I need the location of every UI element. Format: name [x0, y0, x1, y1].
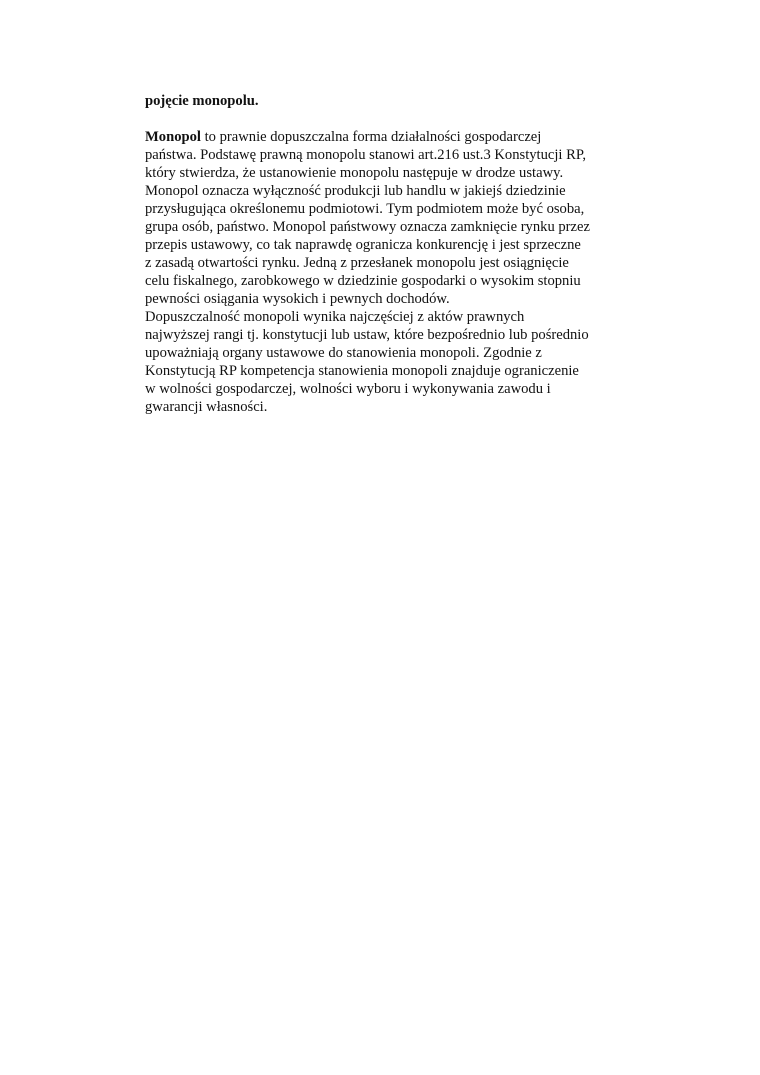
text-line: celu fiskalnego, zarobkowego w dziedzinie gospodarki o wysokim stopniu — [145, 273, 581, 289]
text-line: w wolności gospodarczej, wolności wyboru i wykonywania zawodu i — [145, 381, 551, 397]
text-line: gwarancji własności. — [145, 399, 268, 415]
text-line: państwa. Podstawę prawną monopolu stanowi art.216 ust.3 Konstytucji RP, — [145, 147, 587, 163]
text-line: najwyższej rangi tj. konstytucji lub ustaw, które bezpośrednio lub pośrednio — [145, 327, 589, 343]
section-heading: pojęcie monopolu. — [145, 93, 259, 109]
text-line: upoważniają organy ustawowe do stanowienia monopoli. Zgodnie z — [145, 345, 542, 361]
document-body — [145, 92, 625, 416]
text-line-1 — [145, 128, 625, 146]
text-line: Konstytucją RP kompetencja stanowienia monopoli znajduje ograniczenie — [145, 363, 579, 379]
text-line-1-rest: to prawnie dopuszczalna forma działalności gospodarczej — [200, 129, 542, 145]
text-line: grupa osób, państwo. Monopol państwowy oznacza zamknięcie rynku przez — [145, 219, 590, 235]
text-line: przepis ustawowy, co tak naprawdę ogranicza konkurencję i jest sprzeczne — [145, 237, 581, 253]
text-line: który stwierdza, że ustanowienie monopolu następuje w drodze ustawy. — [145, 165, 564, 181]
text-line: pewności osiągania wysokich i pewnych dochodów. — [145, 291, 450, 307]
text-line: Dopuszczalność monopoli wynika najczęściej z aktów prawnych — [145, 309, 525, 325]
text-line: przysługująca określonemu podmiotowi. Tym podmiotem może być osoba, — [145, 201, 585, 217]
term-monopol: Monopol — [145, 129, 201, 145]
text-line: Monopol oznacza wyłączność produkcji lub handlu w jakiejś dziedzinie — [145, 183, 566, 199]
text-line: z zasadą otwartości rynku. Jedną z przesłanek monopolu jest osiągnięcie — [145, 255, 569, 271]
